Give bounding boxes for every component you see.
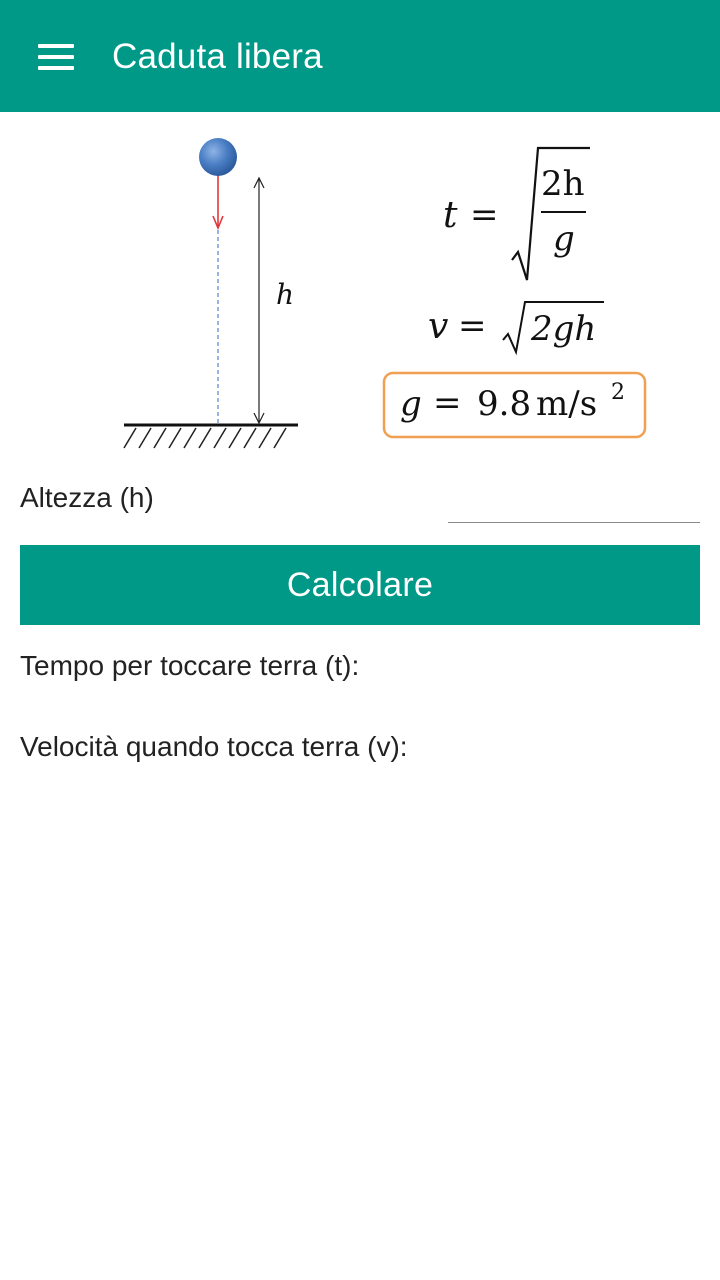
- ball: [199, 138, 237, 176]
- velocity-formula: [428, 302, 604, 352]
- height-field-label: Altezza (h): [20, 482, 154, 513]
- gravity-exponent: 2: [611, 380, 625, 405]
- time-formula-lhs: t: [443, 195, 458, 236]
- gravity-value: 9.8: [477, 384, 532, 424]
- time-formula: [443, 148, 590, 280]
- menu-icon[interactable]: [38, 44, 74, 70]
- velocity-formula-radicand: 2gh: [531, 309, 597, 349]
- height-input[interactable]: [448, 486, 700, 523]
- gravity-unit: m/s: [536, 384, 598, 424]
- time-formula-numerator: 2h: [541, 164, 585, 204]
- velocity-arrow: [213, 174, 223, 228]
- velocity-result-label: Velocità quando tocca terra (v):: [20, 731, 408, 762]
- ground-hatching: [124, 428, 286, 448]
- height-symbol: h: [276, 278, 295, 311]
- calculate-button[interactable]: Calcolare: [20, 545, 700, 625]
- gravity-equals: =: [433, 383, 462, 423]
- app-title: Caduta libera: [112, 37, 323, 76]
- gravity-constant: [384, 373, 645, 437]
- app-bar: [0, 0, 720, 112]
- gravity-symbol: g: [400, 384, 422, 424]
- free-fall-diagram: [0, 112, 720, 462]
- velocity-formula-equals: =: [458, 306, 487, 346]
- time-result-label: Tempo per toccare terra (t):: [20, 650, 360, 681]
- time-formula-equals: =: [470, 195, 499, 235]
- height-dimension-arrow: [254, 178, 264, 423]
- velocity-formula-lhs: v: [428, 306, 449, 347]
- time-formula-denominator: g: [553, 219, 575, 259]
